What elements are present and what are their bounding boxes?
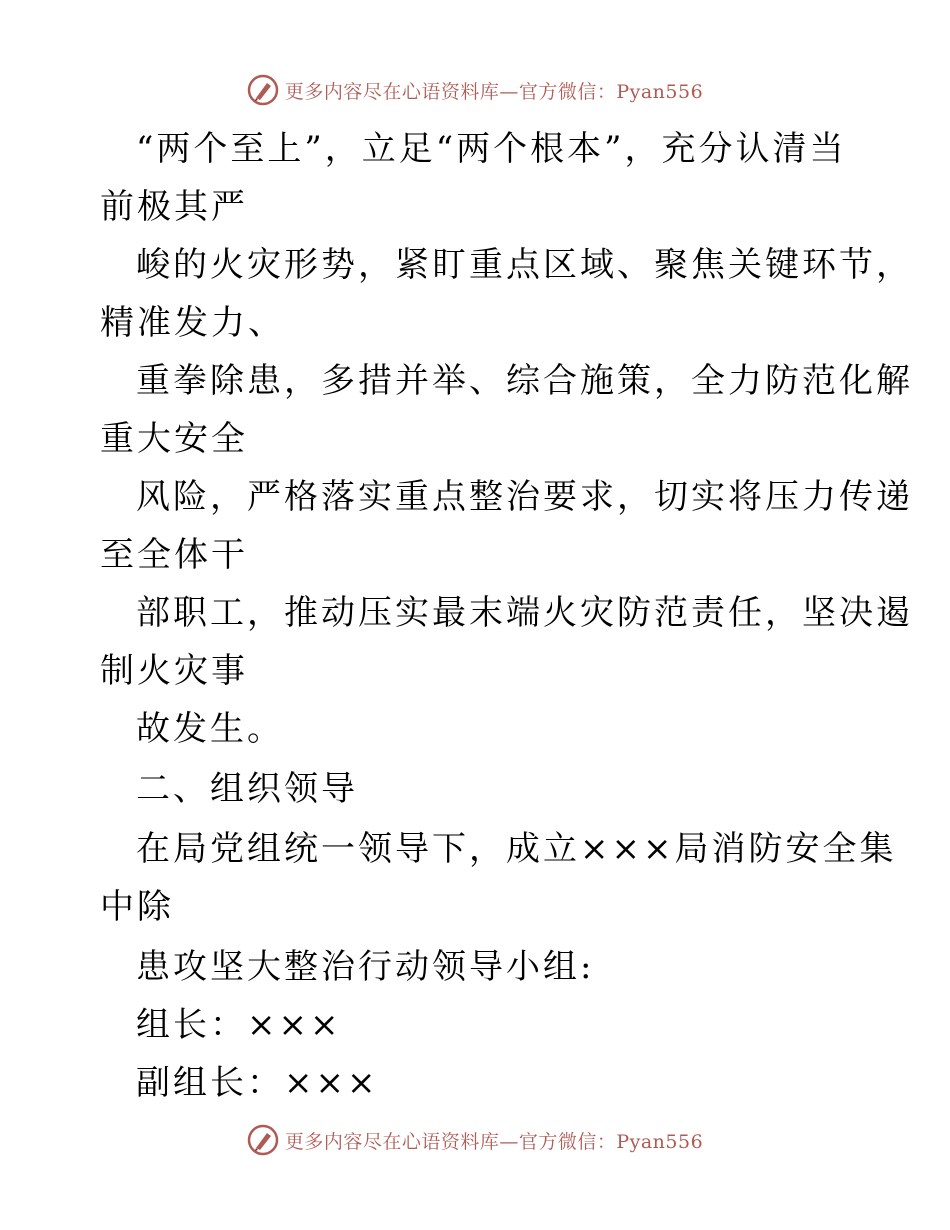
pen-logo-icon (247, 1124, 279, 1156)
footer-watermark-text: 更多内容尽在心语资料库—官方微信：Pyan556 (284, 1130, 704, 1153)
body-line: 部职工，推动压实最末端火灾防范责任，坚决遏 (136, 593, 913, 633)
body-line: 峻的火灾形势，紧盯重点区域、聚焦关键环节， (136, 245, 913, 285)
body-line: 故发生。 (136, 709, 284, 749)
footer-watermark (0, 1120, 950, 1160)
body-line: 患攻坚大整治行动领导小组: (136, 947, 595, 987)
header-watermark (0, 70, 950, 110)
body-line: 风险，严格落实重点整治要求，切实将压力传递 (136, 477, 913, 517)
body-line: 重拳除患，多措并举、综合施策，全力防范化解 (136, 361, 913, 401)
header-watermark-text: 更多内容尽在心语资料库—官方微信：Pyan556 (284, 80, 704, 103)
body-line: 制火灾事 (100, 651, 248, 691)
body-line: 组长：××× (136, 1005, 342, 1045)
body-line: 在局党组统一领导下，成立×××局消防安全集 (136, 829, 897, 869)
body-line: 副组长：××× (136, 1063, 379, 1103)
body-line: 精准发力、 (100, 303, 285, 343)
body-line: 中除 (100, 887, 174, 927)
section-heading: 二、组织领导 (136, 769, 358, 809)
body-line: 至全体干 (100, 535, 248, 575)
body-line: “两个至上”，立足“两个根本”，充分认清当 (136, 129, 847, 169)
body-line: 重大安全 (100, 419, 248, 459)
body-line: 前极其严 (100, 187, 248, 227)
pen-logo-icon (247, 74, 279, 106)
